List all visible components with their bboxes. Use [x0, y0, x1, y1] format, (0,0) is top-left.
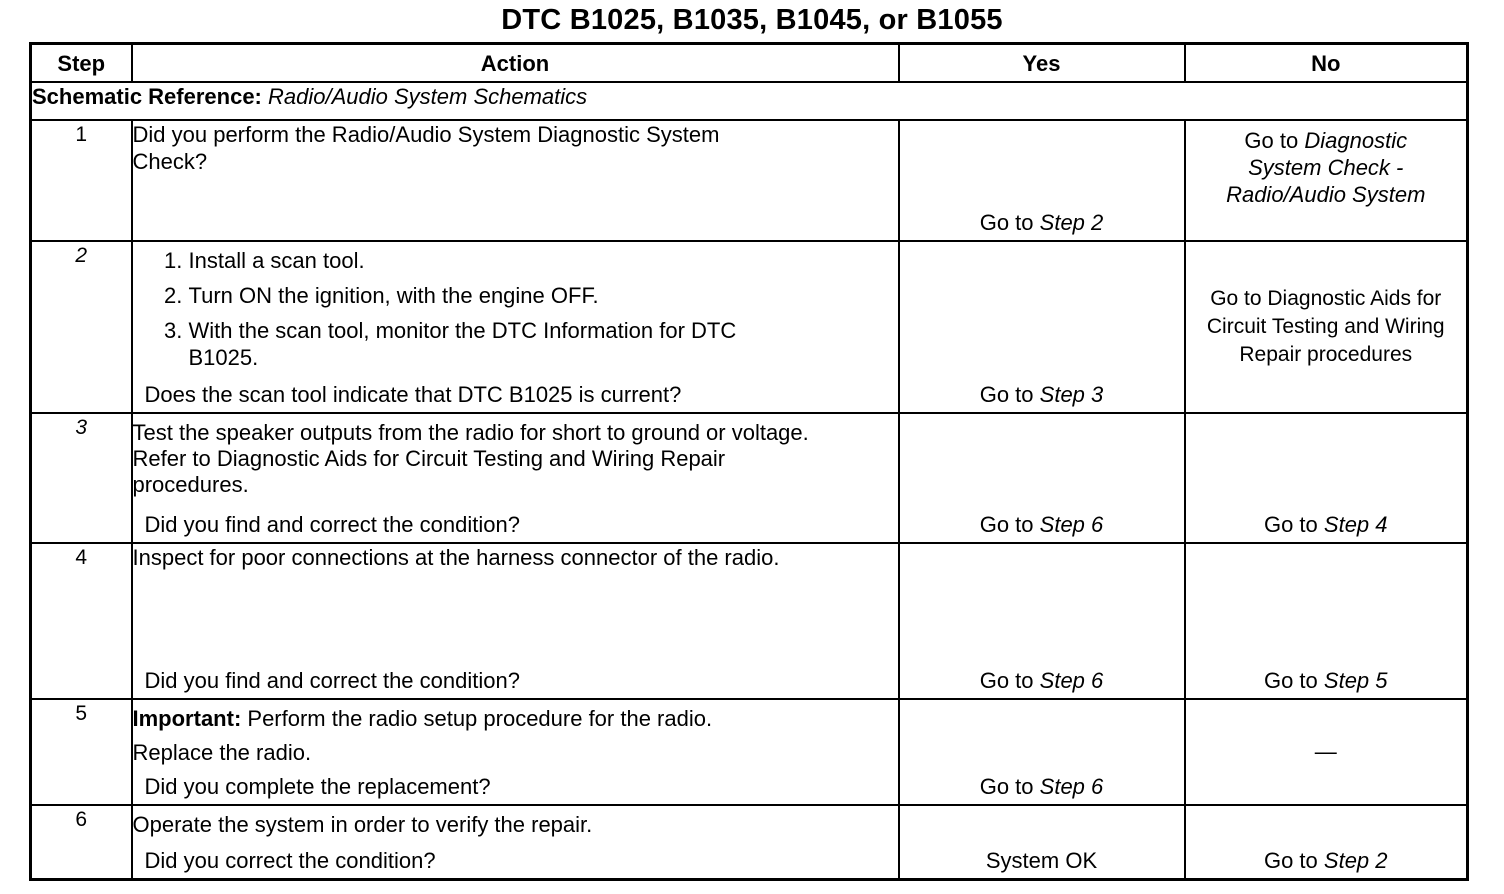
header-yes: Yes	[899, 44, 1185, 83]
schematic-label: Schematic Reference:	[32, 84, 262, 109]
action-question: Did you find and correct the condition?	[144, 512, 520, 537]
schematic-link[interactable]: Radio/Audio System Schematics	[268, 84, 588, 109]
yes-link[interactable]: Step 6	[1039, 668, 1104, 693]
page-title: DTC B1025, B1035, B1045, or B1055	[501, 4, 1003, 36]
action-text: Operate the system in order to verify the repair.	[132, 812, 593, 837]
yes-prefix: Go to	[979, 210, 1034, 235]
step-number: 4	[31, 543, 132, 699]
header-step: Step	[31, 44, 132, 83]
no-text: —	[1314, 739, 1337, 764]
action-cell	[132, 805, 899, 879]
yes-text: System OK	[985, 847, 1098, 873]
yes-cell	[899, 241, 1185, 413]
header-action: Action	[132, 44, 899, 83]
important-note	[133, 705, 898, 732]
diagnostic-table	[29, 42, 1469, 881]
no-text[interactable]: Go to Diagnostic Aids for Circuit Testing and Wiring Repair procedures	[1206, 287, 1445, 366]
yes-cell	[899, 413, 1185, 543]
action-cell	[132, 120, 899, 241]
no-link[interactable]: Step 2	[1323, 847, 1388, 873]
action-question: Does the scan tool indicate that DTC B1025 is current?	[144, 382, 682, 407]
yes-cell	[899, 699, 1185, 805]
yes-link[interactable]: Step 3	[1039, 382, 1104, 407]
action-cell	[132, 543, 899, 699]
yes-prefix: Go to	[979, 668, 1034, 693]
no-link[interactable]: Step 4	[1323, 512, 1388, 537]
action-question: Did you correct the condition?	[144, 847, 436, 873]
no-prefix: Go to	[1263, 512, 1318, 537]
action-question: Did you find and correct the condition?	[144, 668, 520, 693]
action-cell	[132, 413, 899, 543]
action-cell	[132, 241, 899, 413]
yes-cell	[899, 120, 1185, 241]
action-cell	[132, 699, 899, 805]
step-number: 5	[31, 699, 132, 805]
header-no: No	[1185, 44, 1468, 83]
schematic-reference-row	[31, 82, 1468, 120]
no-link[interactable]: Step 5	[1323, 668, 1388, 693]
yes-cell	[899, 805, 1185, 879]
important-label: Important:	[132, 706, 242, 731]
yes-prefix: Go to	[979, 512, 1034, 537]
step-number: 6	[31, 805, 132, 879]
table-row	[31, 543, 1468, 699]
no-cell	[1185, 413, 1468, 543]
action-text: Replace the radio.	[132, 740, 312, 765]
list-item: 1. Install a scan tool.	[189, 247, 898, 274]
no-prefix: Go to	[1263, 847, 1318, 873]
no-prefix: Go to	[1263, 668, 1318, 693]
list-item: 3. With the scan tool, monitor the DTC Information for DTC B1025.	[189, 317, 779, 371]
no-prefix: Go to	[1244, 128, 1299, 153]
list-item: 2. Turn ON the ignition, with the engine OFF.	[189, 282, 898, 309]
no-cell	[1185, 699, 1468, 805]
yes-link[interactable]: Step 6	[1039, 774, 1104, 799]
no-cell	[1185, 241, 1468, 413]
step-number: 1	[31, 120, 132, 241]
table-row	[31, 413, 1468, 543]
no-cell	[1185, 120, 1468, 241]
action-text: Did you perform the Radio/Audio System Diagnostic System Check?	[132, 122, 720, 174]
yes-cell	[899, 543, 1185, 699]
yes-prefix: Go to	[979, 774, 1034, 799]
step-number: 2	[31, 241, 132, 413]
table-row	[31, 120, 1468, 241]
important-text: Perform the radio setup procedure for the radio.	[247, 706, 713, 731]
action-list	[141, 247, 898, 371]
table-row	[31, 805, 1468, 879]
action-text: Inspect for poor connections at the harness connector of the radio.	[132, 545, 780, 570]
header-row	[31, 44, 1468, 83]
yes-link[interactable]: Step 2	[1039, 210, 1104, 235]
table-row	[31, 241, 1468, 413]
action-question: Did you complete the replacement?	[144, 774, 491, 799]
no-cell	[1185, 805, 1468, 879]
table-row	[31, 699, 1468, 805]
yes-link[interactable]: Step 6	[1039, 512, 1104, 537]
step-number: 3	[31, 413, 132, 543]
no-cell	[1185, 543, 1468, 699]
no-link[interactable]: Diagnostic System Check - Radio/Audio System	[1226, 128, 1426, 207]
action-text: Test the speaker outputs from the radio for short to ground or voltage. Refer to Diagnostic Aids for Circuit Testing and Wiring Repair procedures.	[132, 420, 809, 497]
yes-prefix: Go to	[979, 382, 1034, 407]
